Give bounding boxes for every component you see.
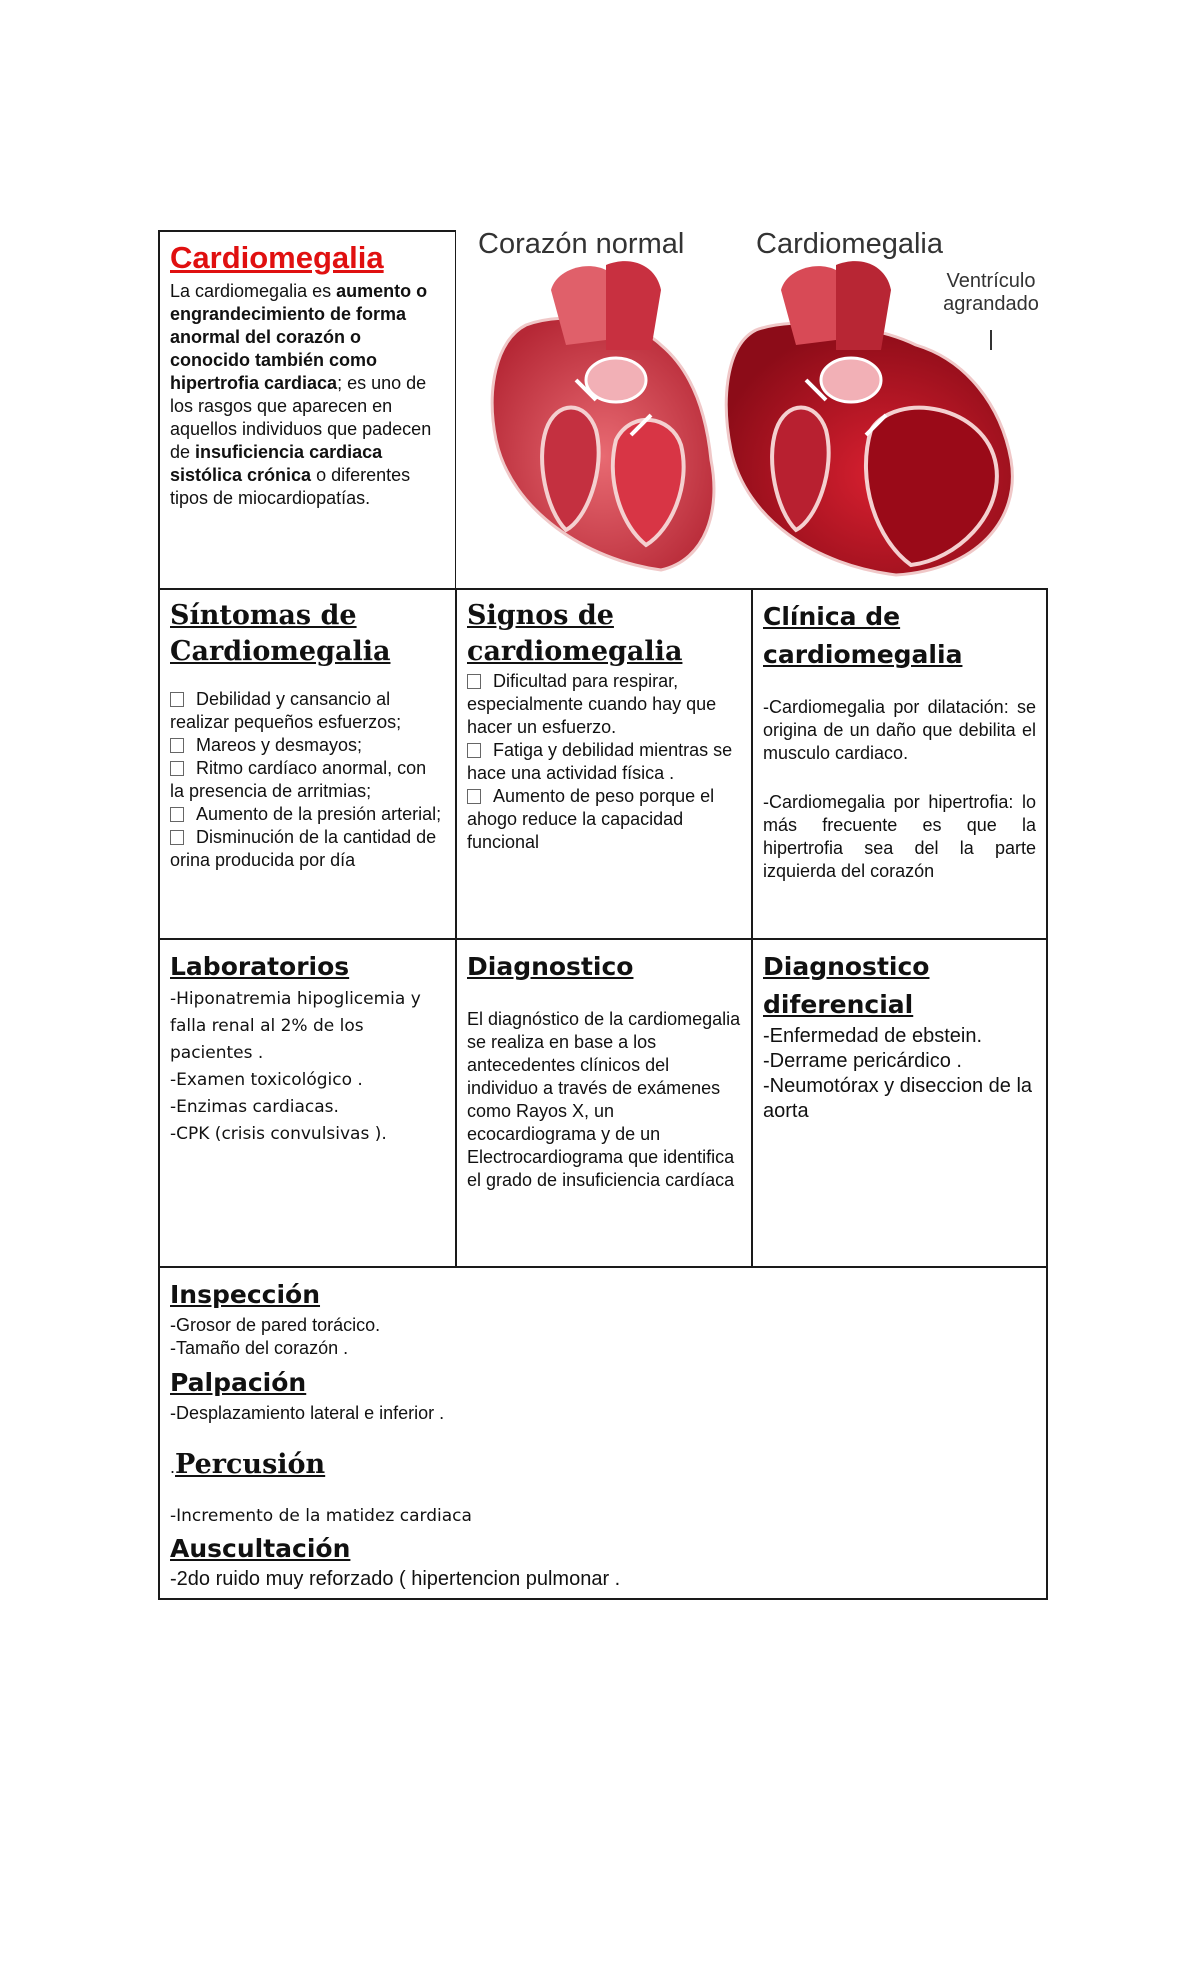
list-item bbox=[467, 670, 741, 739]
list-item bbox=[170, 757, 445, 803]
ventricle-label-line: Ventrículo bbox=[946, 270, 1036, 292]
list-item: -Enfermedad de ebstein. bbox=[763, 1025, 983, 1047]
list-item-text: Aumento de la presión arterial; bbox=[196, 804, 442, 824]
list-item bbox=[170, 826, 445, 872]
inspection-line: -Grosor de pared torácico. bbox=[170, 1315, 381, 1335]
signs-title: Signos de bbox=[467, 600, 614, 631]
list-item-text: Mareos y desmayos; bbox=[196, 735, 363, 755]
ventricle-label-line: agrandado bbox=[943, 293, 1039, 315]
diagnosis-cell bbox=[457, 940, 751, 1266]
diagnosis-text: El diagnóstico de la cardiomegalia se realiza en base a los antecedentes clínicos del individuo a través de exámenes como Rayos X, un ecocardiograma y de un Electrocardiograma que identifica el grado de insuficiencia cardíaca bbox=[467, 1009, 741, 1190]
intro-bold-definition: aumento o engrandecimiento de forma anormal del corazón o conocido también como hipertrofia cardiaca bbox=[170, 281, 428, 393]
auscultation-line: -2do ruido muy reforzado ( hipertencion pulmonar . bbox=[170, 1568, 621, 1590]
list-item: -CPK (crisis convulsivas ). bbox=[170, 1124, 387, 1144]
bullet-box-icon bbox=[170, 692, 184, 707]
figure-label-normal: Corazón normal bbox=[478, 230, 685, 260]
differential-cell bbox=[753, 940, 1046, 1266]
auscultation-title: Auscultación bbox=[170, 1534, 351, 1563]
list-item: -Examen toxicológico . bbox=[170, 1070, 363, 1090]
list-item-text: Debilidad y cansancio al realizar pequeños esfuerzos; bbox=[170, 689, 402, 732]
list-item bbox=[170, 803, 445, 826]
percussion-line: -Incremento de la matidez cardiaca bbox=[170, 1506, 472, 1526]
list-item: aorta bbox=[763, 1100, 809, 1122]
physical-exam-cell bbox=[160, 1268, 1046, 1598]
signs-list bbox=[467, 670, 741, 854]
symptoms-title: Síntomas de bbox=[170, 600, 357, 631]
intro-text-part: o diferentes tipos de miocardiopatías. bbox=[170, 465, 411, 508]
bullet-box-icon bbox=[467, 743, 481, 758]
bullet-box-icon bbox=[170, 738, 184, 753]
symptoms-cell bbox=[160, 590, 455, 938]
list-item bbox=[467, 785, 741, 854]
palpation-line: -Desplazamiento lateral e inferior . bbox=[170, 1403, 445, 1423]
palpation-title: Palpación bbox=[170, 1368, 307, 1397]
intro-bold-condition: insuficiencia cardiaca sistólica crónica bbox=[170, 442, 383, 485]
list-item: pacientes . bbox=[170, 1043, 264, 1063]
list-item: falla renal al 2% de los bbox=[170, 1016, 364, 1036]
list-item: -Hiponatremia hipoglicemia y bbox=[170, 989, 421, 1009]
list-item-text: Aumento de peso porque el ahogo reduce la capacidad funcional bbox=[467, 786, 715, 852]
list-item: -Enzimas cardiacas. bbox=[170, 1097, 339, 1117]
signs-title: cardiomegalia bbox=[467, 636, 683, 667]
differential-list bbox=[763, 1024, 1036, 1124]
clinical-cell bbox=[753, 590, 1046, 938]
list-item: -Derrame pericárdico . bbox=[763, 1050, 962, 1072]
clinical-title: cardiomegalia bbox=[763, 640, 963, 669]
bullet-box-icon bbox=[467, 674, 481, 689]
heart-comparison-figure bbox=[456, 230, 1048, 588]
enlarged-heart-icon bbox=[726, 261, 1012, 575]
list-item bbox=[467, 739, 741, 785]
intro-cell bbox=[160, 232, 455, 588]
differential-title: diferencial bbox=[763, 990, 914, 1019]
symptoms-title: Cardiomegalia bbox=[170, 636, 391, 667]
bullet-box-icon bbox=[170, 807, 184, 822]
list-item bbox=[170, 734, 445, 757]
clinical-paragraph: -Cardiomegalia por hipertrofia: lo más frecuente es que la hipertrofia sea del la parte izquierda del corazón bbox=[763, 792, 1036, 881]
inspection-title: Inspección bbox=[170, 1280, 321, 1309]
page-title: Cardiomegalia bbox=[170, 240, 384, 275]
percussion-title: Percusión bbox=[175, 1449, 326, 1480]
list-item-text: Ritmo cardíaco anormal, con la presencia de arritmias; bbox=[170, 758, 427, 801]
heart-illustrations bbox=[456, 230, 1048, 588]
figure-label-cardiomegaly: Cardiomegalia bbox=[756, 230, 943, 260]
bullet-box-icon bbox=[467, 789, 481, 804]
differential-title: Diagnostico bbox=[763, 952, 930, 981]
list-item-text: Dificultad para respirar, especialmente cuando hay que hacer un esfuerzo. bbox=[467, 671, 717, 737]
clinical-title: Clínica de bbox=[763, 602, 901, 631]
signs-cell bbox=[457, 590, 751, 938]
diagnosis-title: Diagnostico bbox=[467, 952, 634, 981]
intro-text bbox=[170, 280, 445, 510]
labs-list bbox=[170, 986, 445, 1148]
intro-text-part: ; es uno de los rasgos que aparecen en aquellos individuos que padecen de bbox=[170, 373, 432, 462]
normal-heart-icon bbox=[492, 261, 714, 570]
clinical-paragraph: -Cardiomegalia por dilatación: se origina de un daño que debilita el musculo cardiaco. bbox=[763, 697, 1036, 763]
percussion-dot: . bbox=[170, 1457, 176, 1477]
list-item-text: Fatiga y debilidad mientras se hace una actividad física . bbox=[467, 740, 733, 783]
list-item-text: Disminución de la cantidad de orina producida por día bbox=[170, 827, 437, 870]
labs-cell bbox=[160, 940, 455, 1266]
list-item: -Neumotórax y diseccion de la bbox=[763, 1075, 1033, 1097]
symptoms-list bbox=[170, 688, 445, 872]
table-border-bottom bbox=[158, 1598, 1048, 1600]
inspection-line: -Tamaño del corazón . bbox=[170, 1338, 349, 1358]
info-table bbox=[158, 230, 1048, 1600]
percussion-heading bbox=[170, 1447, 1036, 1483]
list-item bbox=[170, 688, 445, 734]
labs-title: Laboratorios bbox=[170, 952, 350, 981]
intro-text-part: La cardiomegalia es bbox=[170, 281, 337, 301]
bullet-box-icon bbox=[170, 761, 184, 776]
table-border-right bbox=[1046, 588, 1048, 1600]
bullet-box-icon bbox=[170, 830, 184, 845]
